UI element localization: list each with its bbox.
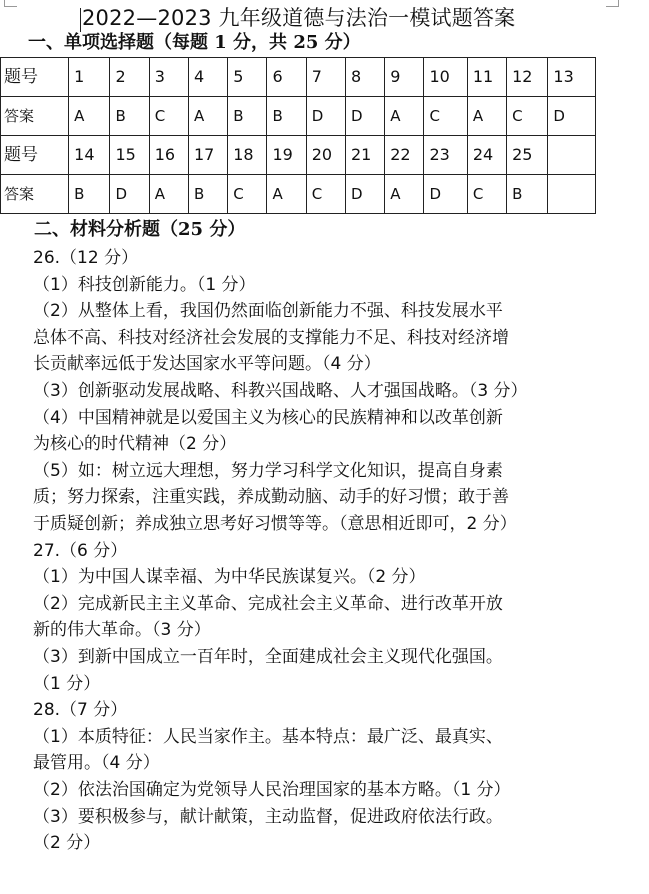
- question-number-cell: 20: [306, 136, 345, 175]
- answer-line: （1 分）: [33, 674, 101, 694]
- answer-line: 27.（6 分）: [33, 541, 128, 561]
- answer-line: 长贡献率远低于发达国家水平等问题。（4 分）: [33, 354, 381, 374]
- question-number-cell: 25: [507, 136, 548, 175]
- answer-line: （2 分）: [33, 833, 101, 853]
- answer-cell: D: [110, 175, 149, 214]
- answer-cell: C: [424, 97, 467, 136]
- question-number-cell: 7: [306, 58, 345, 97]
- answer-line: 质；努力探索，注重实践，养成勤动脑、动手的好习惯；敢于善: [33, 487, 509, 507]
- answer-cell: A: [149, 175, 188, 214]
- answer-line: （2）依法治国确定为党领导人民治理国家的基本方略。（1 分）: [33, 780, 511, 800]
- question-number-cell: 12: [507, 58, 548, 97]
- question-number-cell: 13: [548, 58, 596, 97]
- question-number-cell: 16: [149, 136, 188, 175]
- question-number-cell: 5: [228, 58, 267, 97]
- question-number-cell: 11: [467, 58, 506, 97]
- answer-cell: C: [507, 97, 548, 136]
- question-number-cell: 4: [188, 58, 227, 97]
- row-label-question-number: 题号: [1, 58, 69, 97]
- answer-line: （2）从整体上看，我国仍然面临创新能力不强、科技发展水平: [33, 301, 503, 321]
- table-row-question-numbers: [1, 136, 596, 175]
- answer-line: （1）科技创新能力。（1 分）: [33, 275, 256, 295]
- answer-cell: A: [385, 97, 424, 136]
- answer-cell: B: [228, 97, 267, 136]
- question-number-cell: 15: [110, 136, 149, 175]
- document-title: 2022—2023 九年级道德与法治一模试题答案: [82, 6, 516, 30]
- question-number-cell: 19: [267, 136, 306, 175]
- answer-cell: A: [267, 175, 306, 214]
- answer-line: （3）创新驱动发展战略、科教兴国战略、人才强国战略。（3 分）: [33, 381, 528, 401]
- section-heading-multiple-choice: 一、单项选择题（每题 1 分，共 25 分）: [28, 32, 361, 53]
- answer-cell: B: [69, 175, 110, 214]
- question-number-cell: 23: [424, 136, 467, 175]
- answer-cell: A: [467, 97, 506, 136]
- answer-line: （4）中国精神就是以爱国主义为核心的民族精神和以改革创新: [33, 408, 503, 428]
- question-number-cell: 3: [149, 58, 188, 97]
- answer-line: 于质疑创新；养成独立思考好习惯等等。（意思相近即可，2 分）: [33, 514, 517, 534]
- question-number-cell: 24: [467, 136, 506, 175]
- answer-cell: B: [188, 175, 227, 214]
- answer-cell: C: [228, 175, 267, 214]
- question-number-cell: 9: [385, 58, 424, 97]
- answer-line: （3）到新中国成立一百年时，全面建成社会主义现代化强国。: [33, 647, 503, 667]
- answer-line: 26.（12 分）: [33, 248, 139, 268]
- answer-cell: D: [548, 97, 596, 136]
- answer-line: （2）完成新民主主义革命、完成社会主义革命、进行改革开放: [33, 594, 503, 614]
- question-number-cell: 1: [69, 58, 110, 97]
- answer-cell: [548, 175, 596, 214]
- text-cursor: [80, 8, 81, 32]
- answer-cell: D: [306, 97, 345, 136]
- question-number-cell: 6: [267, 58, 306, 97]
- answer-cell: C: [306, 175, 345, 214]
- answer-table: [0, 57, 596, 214]
- answer-cell: A: [69, 97, 110, 136]
- answer-line: 28.（7 分）: [33, 700, 128, 720]
- answer-line: 新的伟大革命。（3 分）: [33, 620, 211, 640]
- answer-cell: D: [345, 97, 384, 136]
- answer-cell: D: [424, 175, 467, 214]
- answer-cell: A: [385, 175, 424, 214]
- answer-line: （1）本质特征：人民当家作主。基本特点：最广泛、最真实、: [33, 727, 503, 747]
- answer-cell: A: [188, 97, 227, 136]
- answer-cell: B: [507, 175, 548, 214]
- answer-cell: B: [110, 97, 149, 136]
- answer-line: （5）如：树立远大理想，努力学习科学文化知识，提高自身素: [33, 461, 503, 481]
- table-row-answers: [1, 97, 596, 136]
- table-row-question-numbers: [1, 58, 596, 97]
- answer-cell: C: [467, 175, 506, 214]
- question-number-cell: 2: [110, 58, 149, 97]
- question-number-cell: 22: [385, 136, 424, 175]
- table-row-answers: [1, 175, 596, 214]
- section-heading-material-analysis: 二、材料分析题（25 分）: [34, 219, 246, 240]
- row-label-question-number: 题号: [1, 136, 69, 175]
- page-corner-mark-right: [606, 0, 619, 7]
- question-number-cell: 10: [424, 58, 467, 97]
- answer-line: （3）要积极参与，献计献策，主动监督，促进政府依法行政。: [33, 807, 503, 827]
- question-number-cell: [548, 136, 596, 175]
- answer-line: 总体不高、科技对经济社会发展的支撑能力不足、科技对经济增: [33, 328, 509, 348]
- row-label-answer: 答案: [1, 97, 69, 136]
- answer-line: 为核心的时代精神（2 分）: [33, 434, 237, 454]
- question-number-cell: 14: [69, 136, 110, 175]
- question-number-cell: 8: [345, 58, 384, 97]
- answer-cell: D: [345, 175, 384, 214]
- answer-cell: B: [267, 97, 306, 136]
- answer-line: （1）为中国人谋幸福、为中华民族谋复兴。（2 分）: [33, 567, 426, 587]
- answer-line: 最管用。（4 分）: [33, 753, 160, 773]
- answer-cell: C: [149, 97, 188, 136]
- question-number-cell: 17: [188, 136, 227, 175]
- row-label-answer: 答案: [1, 175, 69, 214]
- page-corner-mark-left: [4, 0, 17, 7]
- question-number-cell: 21: [345, 136, 384, 175]
- question-number-cell: 18: [228, 136, 267, 175]
